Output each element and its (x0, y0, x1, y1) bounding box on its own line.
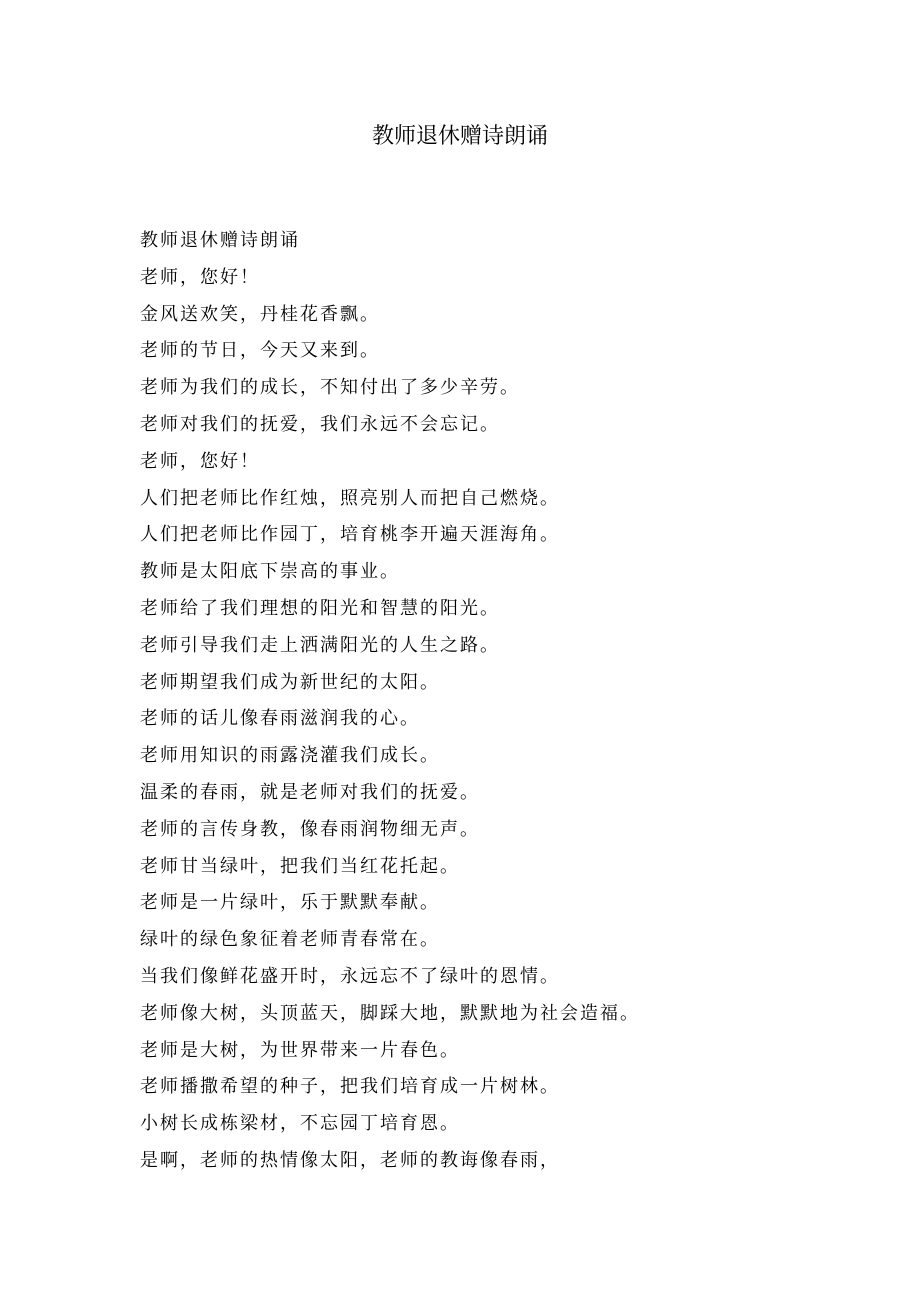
poem-line: 老师对我们的抚爱，我们永远不会忘记。 (140, 413, 500, 435)
poem-line: 老师用知识的雨露浇灌我们成长。 (140, 745, 440, 767)
poem-line: 老师甘当绿叶，把我们当红花托起。 (140, 855, 460, 877)
poem-line: 当我们像鲜花盛开时，永远忘不了绿叶的恩情。 (140, 965, 560, 987)
poem-line: 老师播撒希望的种子，把我们培育成一片树林。 (140, 1076, 560, 1098)
poem-line: 教师退休赠诗朗诵 (140, 230, 300, 251)
poem-line: 老师引导我们走上洒满阳光的人生之路。 (140, 634, 500, 656)
poem-line: 老师像大树，头顶蓝天，脚踩大地，默默地为社会造福。 (140, 1002, 640, 1024)
poem-line: 人们把老师比作红烛，照亮别人而把自己燃烧。 (140, 487, 560, 509)
poem-line: 老师的话儿像春雨滋润我的心。 (140, 708, 420, 730)
poem-line: 老师，您好！ (140, 450, 260, 472)
poem-line: 人们把老师比作园丁，培育桃李开遍天涯海角。 (140, 524, 560, 546)
poem-line: 是啊，老师的热情像太阳，老师的教诲像春雨， (140, 1149, 560, 1171)
poem-line: 老师期望我们成为新世纪的太阳。 (140, 671, 440, 693)
poem-line: 绿叶的绿色象征着老师青春常在。 (140, 929, 440, 951)
poem-line: 小树长成栋梁材，不忘园丁培育恩。 (140, 1113, 460, 1135)
poem-line: 老师给了我们理想的阳光和智慧的阳光。 (140, 597, 500, 619)
poem-line: 温柔的春雨，就是老师对我们的抚爱。 (140, 781, 480, 803)
poem-line: 金风送欢笑，丹桂花香飘。 (140, 303, 380, 325)
poem-line: 老师为我们的成长，不知付出了多少辛劳。 (140, 377, 520, 399)
poem-line: 老师是一片绿叶，乐于默默奉献。 (140, 892, 440, 914)
poem-line: 老师的言传身教，像春雨润物细无声。 (140, 818, 480, 840)
poem-line: 教师是太阳底下崇高的事业。 (140, 561, 400, 583)
poem-line: 老师的节日，今天又来到。 (140, 340, 380, 362)
document-title: 教师退休赠诗朗诵 (371, 124, 548, 149)
poem-body (140, 223, 840, 1180)
poem-line: 老师是大树，为世界带来一片春色。 (140, 1039, 460, 1061)
poem-line: 老师，您好！ (140, 266, 260, 288)
